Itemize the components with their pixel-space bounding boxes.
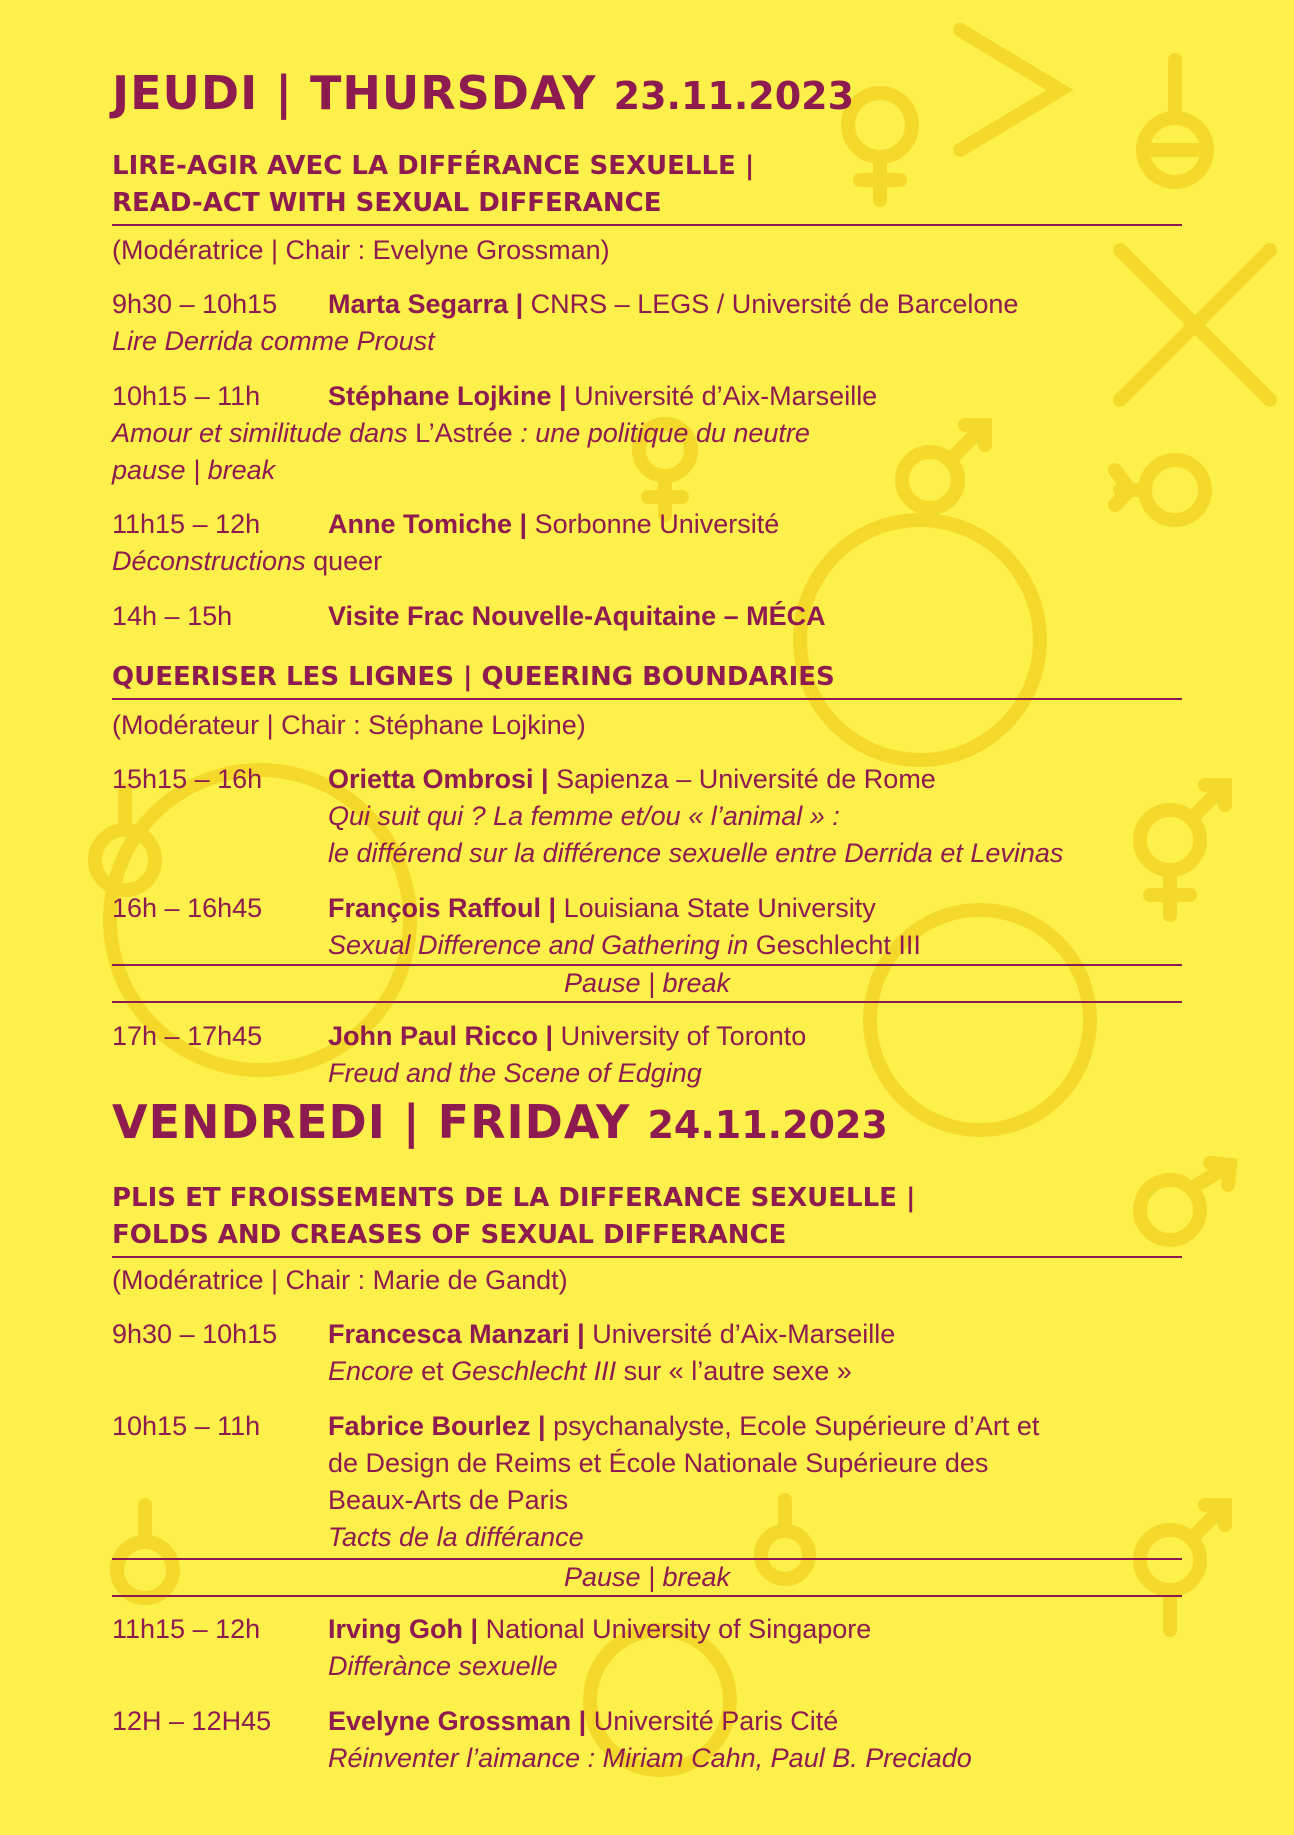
break-bar: Pause | break [112,1558,1182,1597]
talk-time: 16h – 16h45 [112,893,263,923]
session-chair: (Modérateur | Chair : Stéphane Lojkine) [112,710,586,740]
talk-item [112,598,1182,635]
talk-affiliation: psychanalyste, Ecole Supérieure d’Art et [553,1411,1040,1441]
talk-title: Déconstructions queer [112,546,383,576]
talk-time: 9h30 – 10h15 [112,289,278,319]
talk-affiliation: Louisiana State University [563,893,876,923]
talk-time: 10h15 – 11h [112,1411,261,1441]
session-chair: (Modératrice | Chair : Evelyne Grossman) [112,235,610,265]
talk-time: 15h15 – 16h [112,764,263,794]
talk-speaker: Orietta Ombrosi | [328,764,549,794]
talk-affiliation-continued: de Design de Reims et École Nationale Supérieure des [328,1448,989,1478]
talk-speaker: Francesca Manzari | [328,1319,585,1349]
day-name: VENDREDI | FRIDAY [112,1095,631,1149]
talk-time: 10h15 – 11h [112,381,261,411]
talk-time: 17h – 17h45 [112,1021,263,1051]
break-bar: Pause | break [112,964,1182,1003]
talk-affiliation: Sapienza – Université de Rome [556,764,936,794]
talk-title: Lire Derrida comme Proust [112,326,435,356]
talk-speaker: John Paul Ricco | [328,1021,554,1051]
talk-time: 11h15 – 12h [112,1614,261,1644]
talk-item [112,1316,1182,1390]
session-title-read-act: LIRE-AGIR AVEC LA DIFFÉRANCE SEXUELLE | READ-ACT WITH SEXUAL DIFFERANCE [112,148,1182,226]
talk-item [112,1408,1182,1556]
talk-affiliation: Sorbonne Université [534,509,780,539]
talk-speaker: François Raffoul | [328,893,557,923]
talk-title: le différend sur la différence sexuelle entre Derrida et Levinas [328,838,1064,868]
talk-title: Réinventer l’aimance : Miriam Cahn, Paul B. Preciado [328,1743,972,1773]
talk-item [112,1018,1182,1092]
talk-title: Tacts de la différance [328,1522,584,1552]
talk-title: Amour et similitude dans L’Astrée : une politique du neutre [112,418,810,448]
talk-speaker: Fabrice Bourlez | [328,1411,546,1441]
talk-item [112,761,1182,872]
talk-time: 12H – 12H45 [112,1706,272,1736]
talk-affiliation: National University of Singapore [485,1614,872,1644]
session-title-folds: PLIS ET FROISSEMENTS DE LA DIFFERANCE SEXUELLE | FOLDS AND CREASES OF SEXUAL DIFFERANCE [112,1180,1182,1258]
session-title-queering: QUEERISER LES LIGNES | QUEERING BOUNDARIES [112,659,1182,700]
talk-speaker: Marta Segarra | [328,289,524,319]
talk-item [112,506,1182,580]
day-heading-thursday [112,66,854,120]
talk-title: Freud and the Scene of Edging [328,1058,702,1088]
talk-speaker: Anne Tomiche | [328,509,528,539]
talk-time: 9h30 – 10h15 [112,1319,278,1349]
talk-item [112,286,1182,360]
talk-time: 14h – 15h [112,601,233,631]
day-heading-friday [112,1095,888,1149]
talk-time: 11h15 – 12h [112,509,261,539]
talk-affiliation: Université d’Aix-Marseille [592,1319,896,1349]
pause-note: pause | break [112,455,276,485]
talk-item [112,890,1182,964]
talk-title: Sexual Difference and Gathering in Geschlecht III [328,930,921,960]
talk-speaker: Evelyne Grossman | [328,1706,587,1736]
triangle-symbol-icon [960,30,1060,150]
talk-speaker: Visite Frac Nouvelle-Aquitaine – MÉCA [328,601,826,631]
talk-affiliation: Université Paris Cité [593,1706,839,1736]
talk-affiliation: Université d’Aix-Marseille [574,381,878,411]
day-date: 24.11.2023 [647,1103,888,1147]
talk-item [112,378,1182,489]
day-name: JEUDI | THURSDAY [112,66,597,120]
talk-title: Differànce sexuelle [328,1651,558,1681]
talk-item [112,1611,1182,1685]
session-chair: (Modératrice | Chair : Marie de Gandt) [112,1265,568,1295]
talk-affiliation-continued: Beaux-Arts de Paris [328,1485,569,1515]
talk-speaker: Stéphane Lojkine | [328,381,567,411]
talk-item [112,1703,1182,1777]
talk-title: Qui suit qui ? La femme et/ou « l’animal » : [328,801,840,831]
day-date: 23.11.2023 [613,74,855,118]
talk-title: Encore et Geschlecht III sur « l’autre sexe » [328,1356,852,1386]
talk-affiliation: CNRS – LEGS / Université de Barcelone [530,289,1019,319]
talk-speaker: Irving Goh | [328,1614,479,1644]
talk-affiliation: University of Toronto [560,1021,807,1051]
